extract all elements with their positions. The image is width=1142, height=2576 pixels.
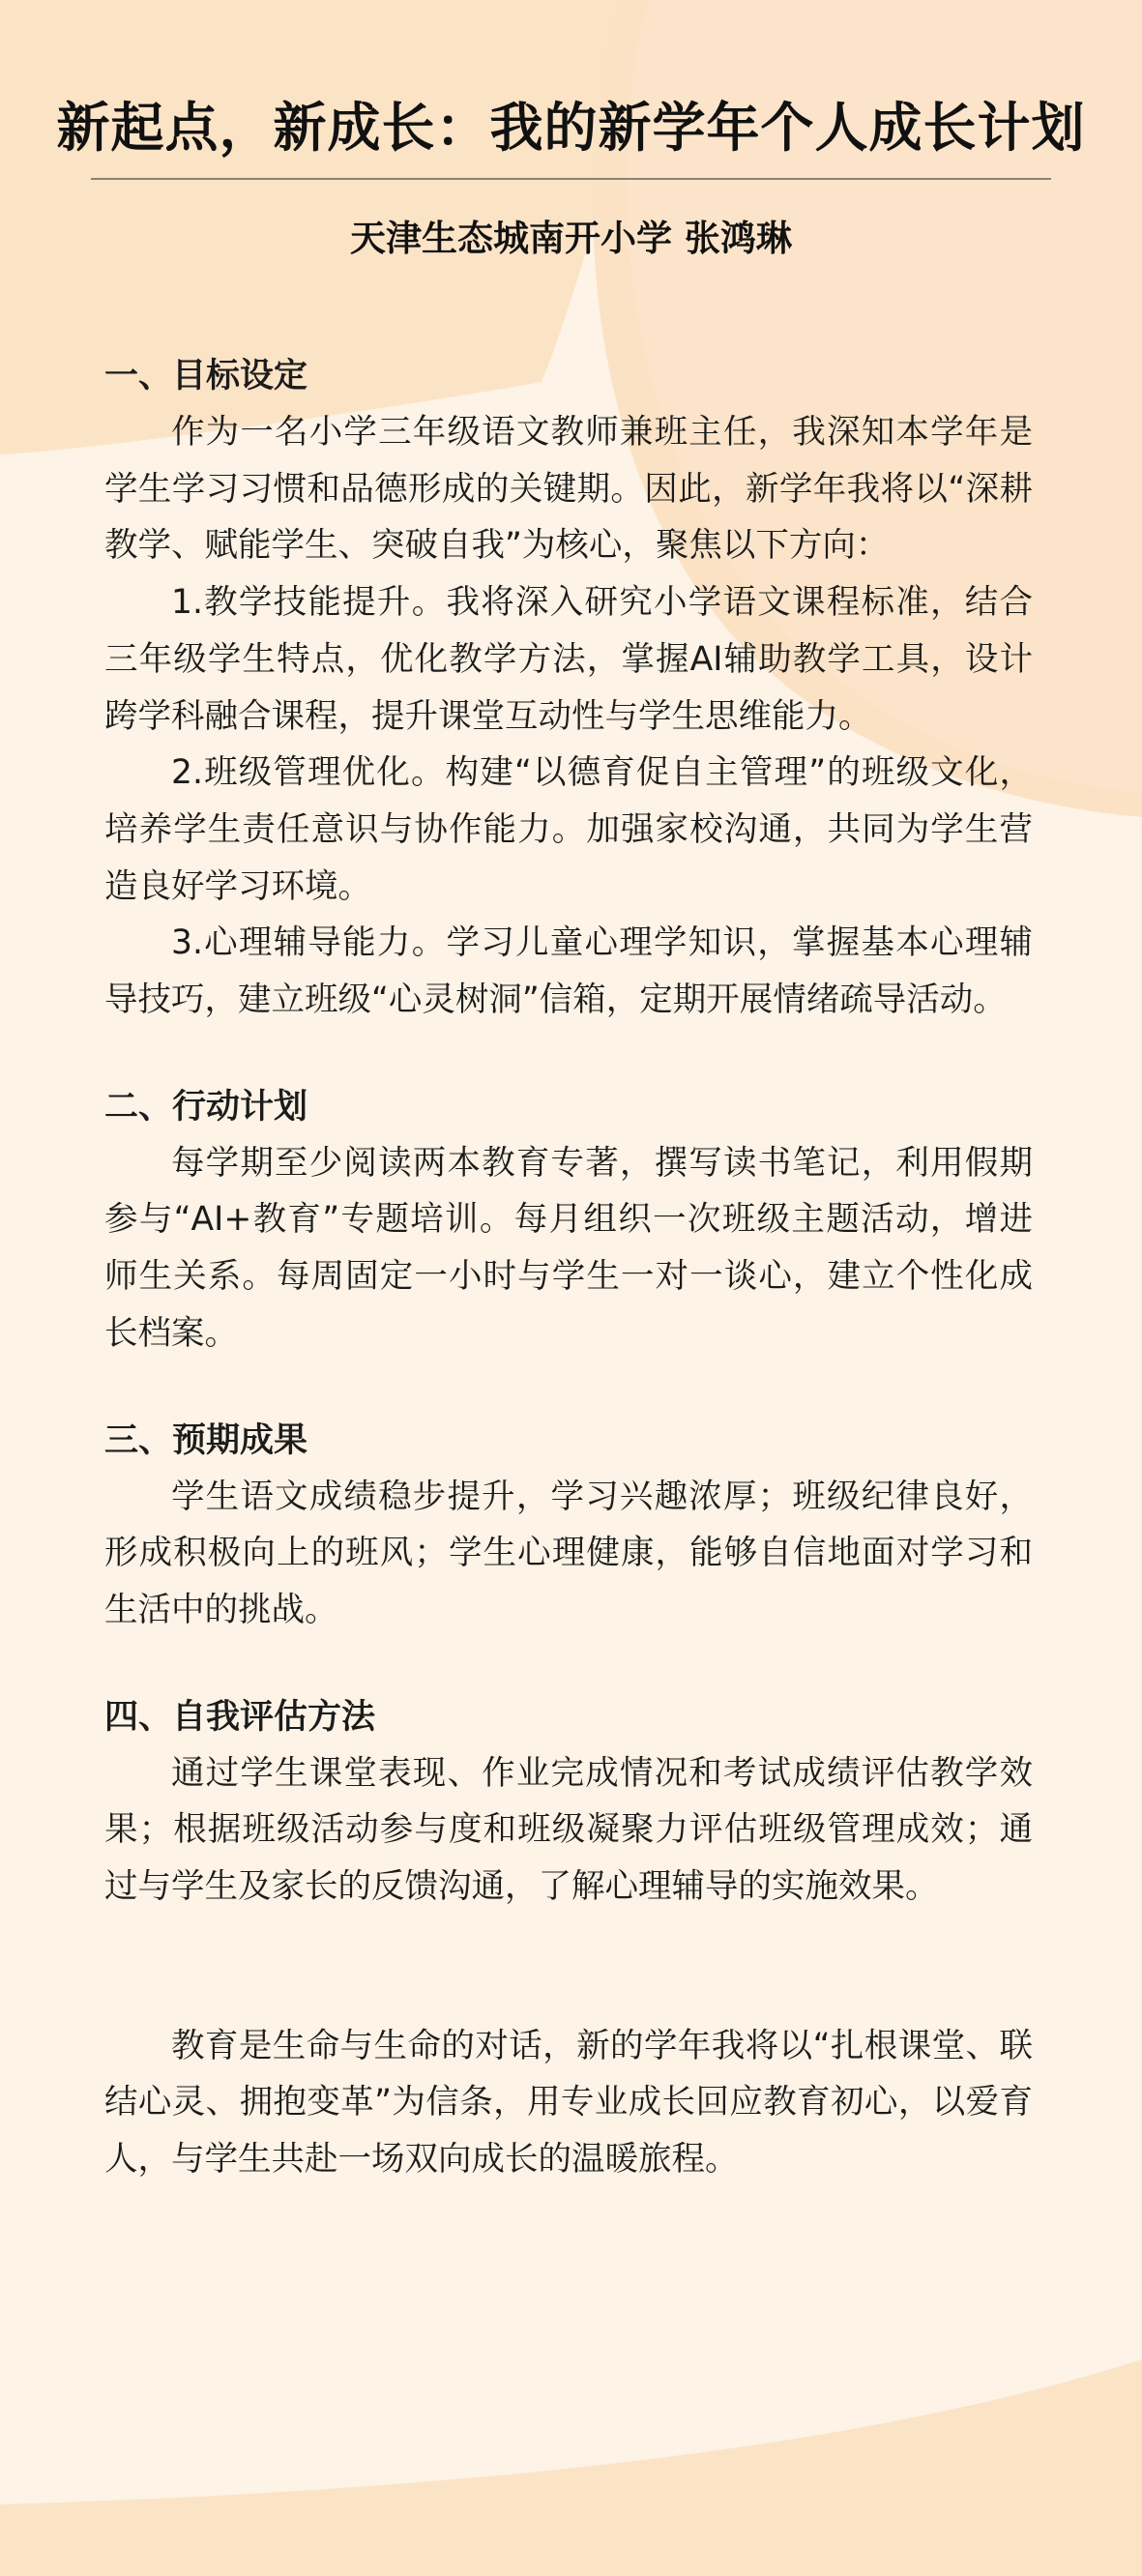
- paragraph: 作为一名小学三年级语文教师兼班主任，我深知本学年是学生学习习惯和品德形成的关键期。因此，新学年我将以“深耕教学、赋能学生、突破自我”为核心，聚焦以下方向：: [104, 413, 1033, 566]
- section-action-plan: [104, 1079, 1033, 1362]
- section-spacer: [104, 1362, 1033, 1413]
- section-heading: 三、预期成果: [104, 1420, 308, 1460]
- section-expected-results: [104, 1413, 1033, 1639]
- section-heading: 二、行动计划: [104, 1087, 308, 1127]
- section-spacer: [104, 1029, 1033, 1079]
- paragraph: 1.教学技能提升。我将深入研究小学语文课程标准，结合三年级学生特点，优化教学方法，掌握AI辅助教学工具，设计跨学科融合课程，提升课堂互动性与学生思维能力。: [104, 583, 1033, 736]
- paragraph: 学生语文成绩稳步提升，学习兴趣浓厚；班级纪律良好，形成积极向上的班风；学生心理健康，能够自信地面对学习和生活中的挑战。: [104, 1477, 1033, 1629]
- document-author: 天津生态城南开小学 张鸿琳: [350, 218, 792, 259]
- section-goals: [104, 348, 1033, 1029]
- closing-paragraph: 教育是生命与生命的对话，新的学年我将以“扎根课堂、联结心灵、拥抱变革”为信条，用专业成长回应教育初心，以爱育人，与学生共赴一场双向成长的温暖旅程。: [104, 2026, 1033, 2180]
- paragraph: 通过学生课堂表现、作业完成情况和考试成绩评估教学效果；根据班级活动参与度和班级凝聚力评估班级管理成效；通过与学生及家长的反馈沟通，了解心理辅导的实施效果。: [104, 1753, 1033, 1907]
- section-self-assessment: [104, 1689, 1033, 1916]
- section-spacer: [104, 1639, 1033, 1689]
- paragraph: 2.班级管理优化。构建“以德育促自主管理”的班级文化，培养学生责任意识与协作能力。加强家校沟通，共同为学生营造良好学习环境。: [104, 753, 1033, 906]
- paragraph: 3.心理辅导能力。学习儿童心理学知识，掌握基本心理辅导技巧，建立班级“心灵树洞”信箱，定期开展情绪疏导活动。: [104, 923, 1033, 1020]
- section-spacer: [104, 1916, 1033, 2018]
- paragraph: 每学期至少阅读两本教育专著，撰写读书笔记，利用假期参与“AI+教育”专题培训。每月组织一次班级主题活动，增进师生关系。每周固定一小时与学生一对一谈心，建立个性化成长档案。: [104, 1143, 1033, 1353]
- section-heading: 四、自我评估方法: [104, 1697, 376, 1737]
- title-divider: [91, 178, 1051, 180]
- document-body: [104, 348, 1033, 2188]
- section-heading: 一、目标设定: [104, 357, 308, 395]
- document-title: 新起点，新成长：我的新学年个人成长计划: [56, 97, 1086, 159]
